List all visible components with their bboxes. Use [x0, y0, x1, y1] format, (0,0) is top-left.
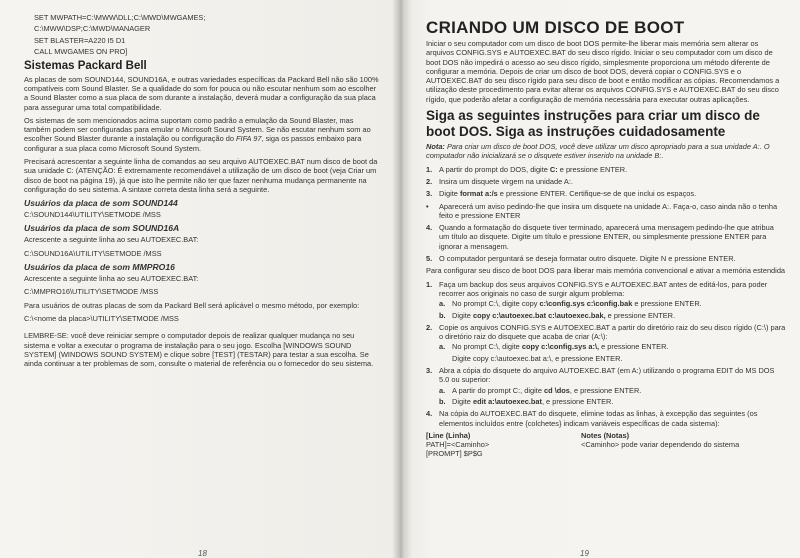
step-command: c:\config.sys c:\config.bak [539, 299, 633, 309]
sub-label: a. [439, 299, 446, 309]
page-number: 19 [580, 549, 589, 558]
command-line: C:\SOUND16A\UTILITY\SETMODE /MSS [24, 248, 162, 258]
step-text: A partir do prompt do DOS, digite [439, 164, 550, 174]
paragraph: Acrescente a seguinte linha ao seu AUTOEXEC.BAT: [24, 274, 199, 284]
paragraph [24, 116, 380, 153]
paragraph: Para configurar seu disco de boot DOS para liberar mais memória convencional e ativar a memória estendida [426, 266, 786, 276]
step-text: Digite [452, 396, 473, 406]
note-label: Nota: [426, 142, 445, 152]
step-text: , e pressione ENTER. [569, 385, 642, 395]
paragraph: Acrescente a seguinte linha ao seu AUTOEXEC.BAT: [24, 235, 199, 245]
sub-step [439, 342, 786, 351]
command-line: C:\MMPRO16\UTILITY\SETMODE /MSS [24, 287, 159, 297]
list-item [426, 280, 786, 320]
step-text: e pressione ENTER. [632, 299, 702, 309]
paragraph-part: Os sistemas de som mencionados acima suportam como padrão a emulação da Sound Blaster, mas também podem ser configuradas para emular o Microsoft Sound System. Se não escutar nenhum som ao escolher Sound Blaster durante a instalação ou configuração do [24, 115, 371, 144]
step-text: Digite [439, 189, 460, 199]
list-item [426, 323, 786, 363]
format-steps-list [426, 165, 786, 264]
code-line: SET BLASTER=A220 I5 D1 [34, 35, 126, 45]
list-item [426, 177, 786, 186]
sub-step [439, 397, 786, 406]
sub-label: a. [439, 342, 446, 352]
step-text: , e pressione ENTER. [541, 396, 614, 406]
list-item [426, 189, 786, 198]
step-text: e pressione ENTER. [557, 164, 628, 174]
step-text: Copie os arquivos CONFIG.SYS e AUTOEXEC.BAT a partir do diretório raiz do seu disco rígido (C:\) para o diretório raiz do disquete que acaba de criar (A:\): [439, 322, 786, 342]
step-text: No prompt C:\, digite copy [452, 299, 540, 309]
code-line: C:\MWW\DSP;C:\MWD\MANAGER [34, 24, 151, 34]
list-item [426, 366, 786, 406]
command-line: C:\SOUND144\UTILITY\SETMODE /MSS [24, 210, 161, 220]
table-header-cell [581, 431, 629, 440]
paragraph: As placas de som SOUND144, SOUND16A, e outras variedades específicas da Packard Bell não são 100% compatíveis com Sound Blaster. Se a qualidade do som for pouca ou não escutar nenhum som ao escolher a Sound Blaster como a sua placa de som durante a instalação, deverá mudar a configuração da sua placa para assegurar uma total compatibilidade. [24, 74, 379, 112]
step-number: 2. [426, 322, 433, 332]
step-text: e pressione ENTER. [599, 342, 669, 352]
step-text: e pressione ENTER. Certifique-se de que inclui os espaços. [497, 189, 697, 199]
step-command: copy c:\autoexec.bat c:\autoexec.bak, [472, 310, 606, 320]
table-cell: <Caminho> pode variar dependendo do sistema [581, 440, 740, 450]
table-header-cell [426, 431, 581, 440]
step-text: Digite [452, 310, 473, 320]
note-text: Para criar um disco de boot DOS, você deve utilizar um disco apropriado para a sua unidade A:. O computador não inicializará se o disquete estiver inserido na unidade B:. [426, 142, 770, 161]
step-text: A partir do prompt C:, digite [452, 385, 545, 395]
sub-label: b. [439, 310, 446, 320]
game-title: FIFA 97 [236, 134, 262, 144]
note [426, 142, 786, 161]
step-text: Faça um backup dos seus arquivos CONFIG.SYS e AUTOEXEC.BAT antes de editá-los, para poder recorrer aos originais no caso de surgir algum problema: [439, 279, 768, 298]
step-command: cd \dos [544, 385, 570, 395]
reminder-paragraph: LEMBRE-SE: você deve reiniciar sempre o computador depois de realizar qualquer mudança no seu sistema e voltar a executar o programa de instalação para o seu jogo. Escolha [WINDOWS SOUND SYSTEM] (WINDOWS SOUND SYSTEM) e clique sobre [TEST] (TESTAR) para testar a sua escolha. Se ainda continuar a ter problemas de som, consulte o material de referência ou o fornecedor do seu sistema. [24, 331, 374, 369]
list-item [426, 202, 786, 221]
paragraph-part: , siga os passos embaixo para configurar a sua placa como Microsoft Sound System. [24, 134, 362, 153]
step-number: 5. [426, 254, 433, 264]
right-page [400, 0, 800, 558]
table-header [426, 431, 786, 440]
list-item [426, 254, 786, 263]
step-command: copy c:\config.sys a:\, [521, 342, 600, 352]
code-line: SET MWPATH=C:\MWW\DLL;C:\MWD\MWGAMES; [34, 13, 206, 22]
table-header-text: [Line (Linha) [426, 430, 471, 440]
step-number: 4. [426, 409, 433, 419]
step-number: 2. [426, 176, 433, 186]
step-number: 1. [426, 164, 433, 174]
subheading-mmpro16: Usuários da placa de som MMPRO16 [24, 262, 175, 273]
step-number: 1. [426, 279, 433, 289]
step-text: No prompt C:\, digite [452, 342, 522, 352]
step-text: Aparecerá um aviso pedindo-lhe que insira um disquete na unidade A:. Faça-o, caso ainda não o tenha feito e pressione ENTER [439, 201, 778, 220]
list-item [426, 409, 786, 428]
page-title: CRIANDO UM DISCO DE BOOT [426, 18, 685, 37]
bullet: • [426, 201, 429, 211]
sub-step [439, 386, 786, 395]
command-line: C:\<nome da placa>\UTILITY\SETMODE /MSS [24, 313, 179, 323]
step-number: 3. [426, 366, 433, 376]
step-text: Abra a cópia do disquete do arquivo AUTOEXEC.BAT (em A:) utilizando o programa EDIT do MS DOS 5.0 ou superior: [439, 366, 775, 385]
step-number: 4. [426, 223, 433, 233]
code-block [24, 12, 380, 58]
step-text: Insira um disquete virgem na unidade A:. [439, 176, 573, 186]
step-command: C: [549, 164, 558, 174]
table-header-text: Notes (Notas) [581, 430, 630, 440]
step-number: 3. [426, 189, 433, 199]
step-command: edit a:\autoexec.bat [472, 396, 542, 406]
step-text: e pressione ENTER. [605, 310, 676, 320]
paragraph: Precisará acrescentar a seguinte linha de comandos ao seu arquivo AUTOEXEC.BAT num disco de boot da sua unidade C: (ATENÇÃO: É extremamente recomendável a utilização de um disco de boot (veja Criar um disco de boot na página 19), já que isto lhe permite não ter que fazer nenhuma mudança permanente na configuração do seu sistema. A sintaxe correta desta linha será a seguinte. [24, 157, 378, 194]
sub-step [439, 299, 786, 308]
instructions-heading: Siga as seguintes instruções para criar um disco de boot DOS. Siga as instruções cuidadosamente [426, 108, 760, 140]
step-text: Na cópia do AUTOEXEC.BAT do disquete, elimine todas as linhas, à excepção das seguintes (os elementos incluídos entre {colchetes} indicam variáveis específicas de cada sistema): [439, 409, 758, 428]
table-row [426, 449, 786, 458]
step-command: format a:/s [459, 189, 498, 199]
sub-label: b. [439, 396, 446, 406]
list-item [426, 223, 786, 251]
code-line: CALL MWGAMES ON PRO] [34, 47, 128, 57]
sub-step-extra: Digite copy c:\autoexec.bat a:\, e pressione ENTER. [452, 353, 623, 363]
step-text: O computador perguntará se deseja formatar outro disquete. Digite N e pressione ENTER. [439, 254, 736, 264]
paragraph: Para usuários de outras placas de som da Packard Bell será aplicável o mesmo método, por exemplo: [24, 300, 360, 310]
section-heading: Sistemas Packard Bell [24, 59, 147, 72]
step-text: Quando a formatação do disquete tiver terminado, aparecerá uma mensagem pedindo-lhe que atribua um título ao disquete. Digite um título e pressione ENTER, ou simplesmente pressione ENTER para ignorar a mensagem. [439, 223, 774, 251]
table-cell: [PROMPT] $P$G [426, 449, 483, 459]
sub-step [439, 311, 786, 320]
config-steps-list [426, 280, 786, 428]
subheading-sound16a: Usuários da placa de som SOUND16A [24, 223, 180, 234]
list-item [426, 165, 786, 174]
sub-label: a. [439, 385, 446, 395]
subheading-sound144: Usuários da placa de som SOUND144 [24, 198, 178, 209]
intro-paragraph: Iniciar o seu computador com um disco de boot DOS permite-lhe liberar mais memória sem alterar os arquivos CONFIG.SYS e AUTOEXEC.BAT do seu disco rígido. Iniciar o seu computador com um disco de boot DOS não impedirá o acesso ao seu disco rígido, simplesmente proporciona um método diferente de configurar a memória. Depois de criar um disco de boot DOS, deverá copiar o CONFIG.SYS e o AUTOEXEC.BAT do seu disco rígido para seu disco de boot e então modificar as cópias. Recomendamos a utilização deste procedimento para evitar alterar os arquivos CONFIG.SYS e AUTOEXEC.BAT do seu disco rígido, que poderão afetar a configuração de memória necessária para executar outras aplicações. [426, 39, 780, 104]
page-number: 18 [198, 549, 207, 558]
table-cell: PATH]=<Caminho> [426, 440, 490, 450]
book-gutter-shadow [392, 0, 412, 558]
table-row [426, 440, 786, 449]
